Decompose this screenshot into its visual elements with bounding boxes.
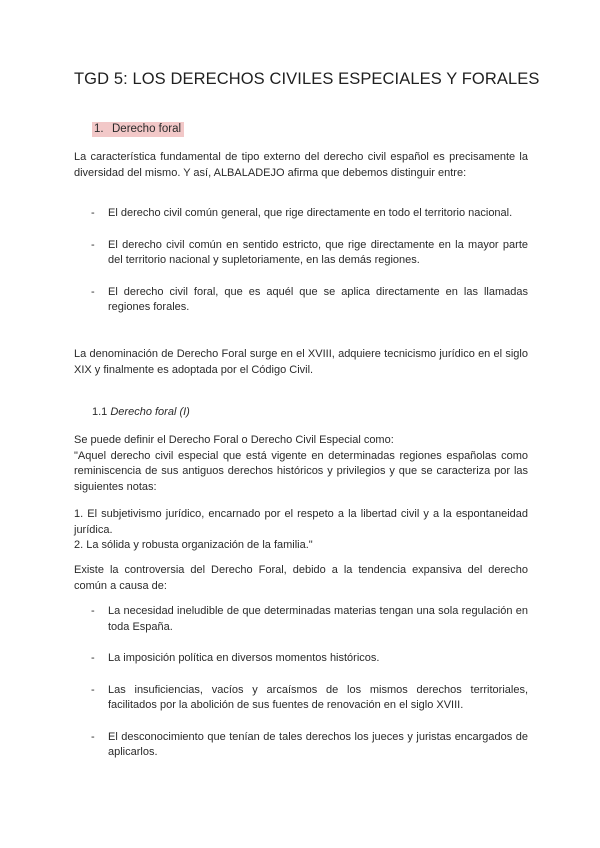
list-item bbox=[74, 604, 528, 635]
definition-quote: "Aquel derecho civil especial que está vigente en determinadas regiones españolas como reminiscencia de sus antiguos derechos históricos y privilegios y que se caracteriza por las siguientes notas: bbox=[74, 449, 528, 493]
denominacion-paragraph: La denominación de Derecho Foral surge en el XVIII, adquiere tecnicismo jurídico en el siglo XIX y finalmente es adoptada por el Código Civil. bbox=[74, 348, 528, 376]
subsection-heading bbox=[92, 406, 190, 418]
page-title: TGD 5: LOS DERECHOS CIVILES ESPECIALES Y FORALES bbox=[74, 70, 540, 88]
section-number: 1. bbox=[94, 123, 104, 135]
bullet-dash: - bbox=[91, 207, 95, 219]
list-item-text: El desconocimiento que tenían de tales derechos los jueces y juristas encargados de aplicarlos. bbox=[108, 730, 528, 758]
bullet-dash: - bbox=[91, 652, 95, 664]
section-highlight bbox=[92, 122, 184, 137]
note-item: 1. El subjetivismo jurídico, encarnado por el respeto a la libertad civil y a la espontaneidad jurídica. bbox=[74, 508, 528, 536]
bullet-dash: - bbox=[91, 605, 95, 617]
section-heading bbox=[92, 123, 184, 135]
bullet-list-2 bbox=[74, 604, 528, 761]
list-item-text: El derecho civil común en sentido estricto, que rige directamente en la mayor parte del territorio nacional y supletoriamente, en las demás regiones. bbox=[108, 238, 528, 266]
definition-lead: Se puede definir el Derecho Foral o Derecho Civil Especial como: bbox=[74, 434, 394, 446]
subsection-label: Derecho foral (I) bbox=[110, 406, 190, 418]
list-item-text: El derecho civil común general, que rige directamente en todo el territorio nacional. bbox=[108, 207, 513, 219]
bullet-list-1 bbox=[74, 206, 528, 316]
bullet-dash: - bbox=[91, 238, 95, 251]
bullet-dash: - bbox=[91, 285, 95, 298]
intro-paragraph: La característica fundamental de tipo externo del derecho civil español es precisamente la diversidad del mismo. Y así, ALBALADEJO afirma que debemos distinguir entre: bbox=[74, 151, 528, 179]
list-item bbox=[74, 206, 528, 222]
list-item bbox=[74, 730, 528, 761]
definition-block bbox=[74, 433, 528, 495]
controversy-paragraph: Existe la controversia del Derecho Foral, debido a la tendencia expansiva del derecho común a causa de: bbox=[74, 564, 528, 592]
list-item bbox=[74, 285, 528, 316]
note-item: 2. La sólida y robusta organización de la familia." bbox=[74, 539, 313, 551]
list-item-text: El derecho civil foral, que es aquél que se aplica directamente en las llamadas regiones forales. bbox=[108, 285, 528, 313]
list-item-text: La imposición política en diversos momentos históricos. bbox=[108, 652, 380, 664]
list-item bbox=[74, 651, 528, 667]
bullet-dash: - bbox=[91, 683, 95, 696]
list-item-text: Las insuficiencias, vacíos y arcaísmos de los mismos derechos territoriales, facilitados por la abolición de sus fuentes de renovación en el siglo XVIII. bbox=[108, 683, 528, 711]
notes-block bbox=[74, 507, 528, 554]
section-label: Derecho foral bbox=[112, 123, 182, 135]
subsection-number: 1.1 bbox=[92, 406, 108, 418]
bullet-dash: - bbox=[91, 730, 95, 743]
list-item-text: La necesidad ineludible de que determinadas materias tengan una sola regulación en toda España. bbox=[108, 605, 528, 633]
list-item bbox=[74, 238, 528, 269]
list-item bbox=[74, 683, 528, 714]
